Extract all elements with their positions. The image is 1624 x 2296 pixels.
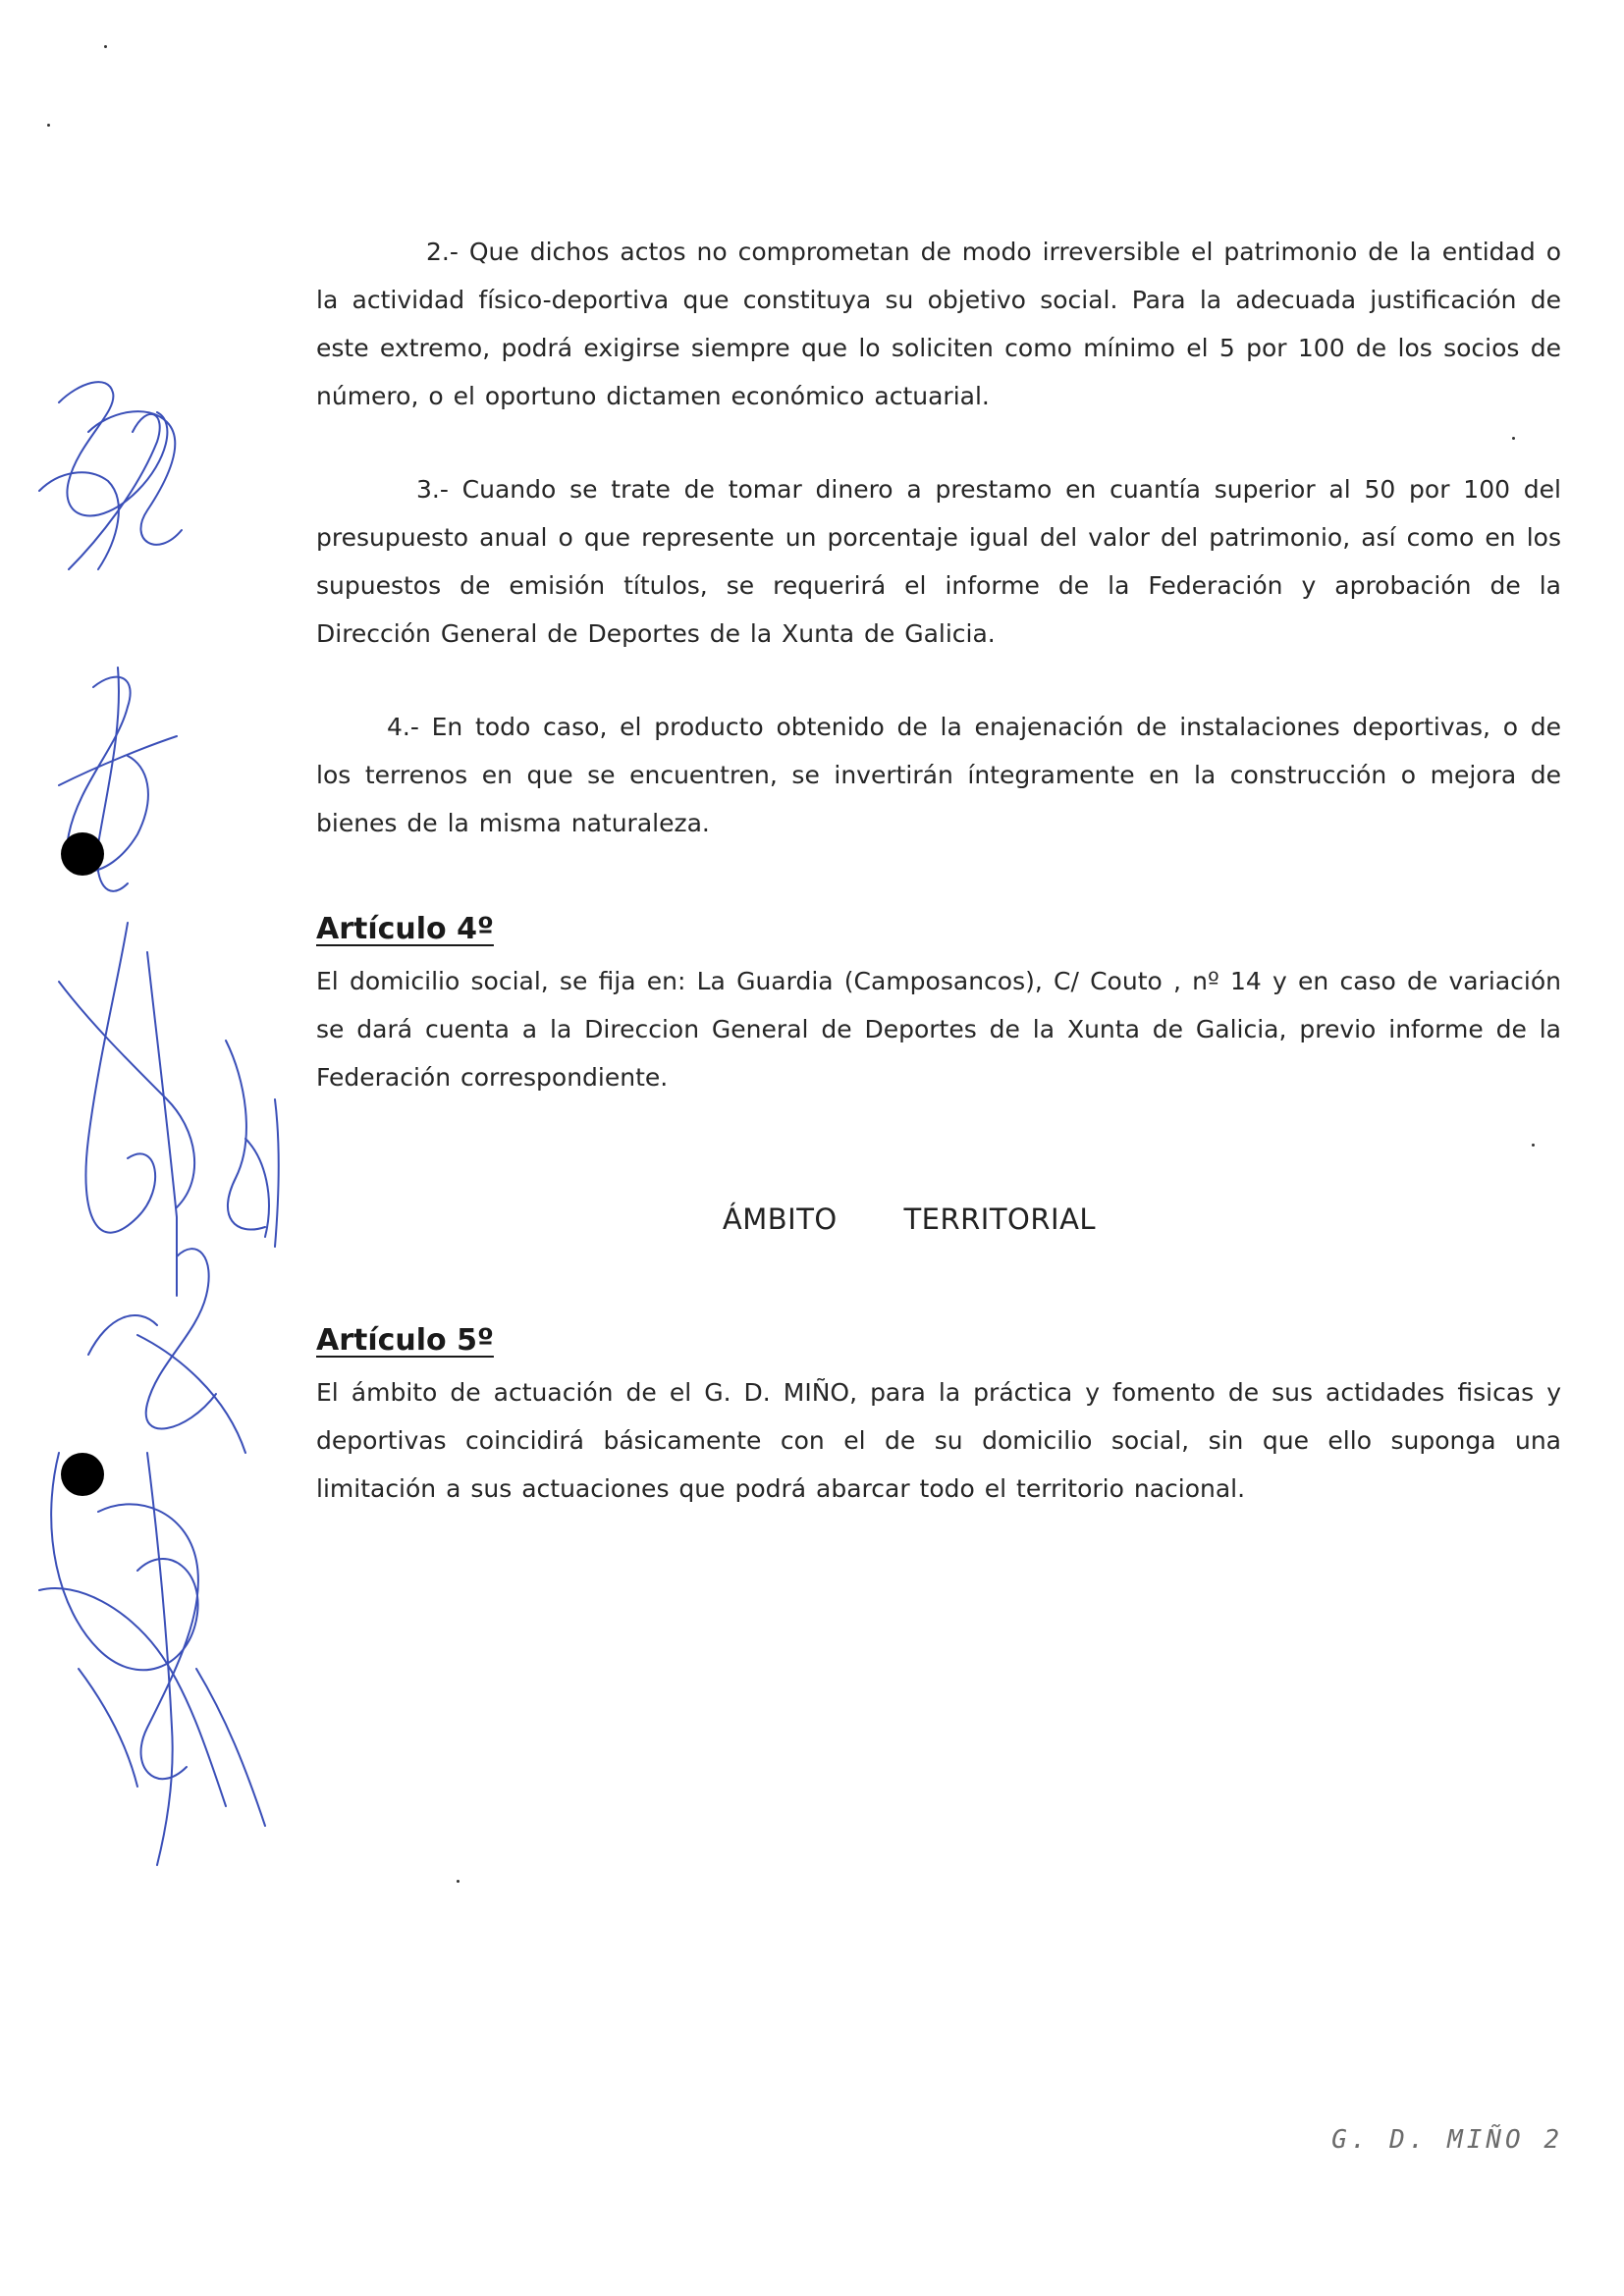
document-body [316,228,1561,1513]
handwritten-signatures-image [0,373,314,1904]
paragraph-3: 3.- Cuando se trate de tomar dinero a prestamo en cuantía superior al 50 por 100 del presupuesto anual o que represente un porcentaje igual del valor del patrimonio, así como en los supuestos de emisión títulos, se requerirá el informe de la Federación y aprobación de la Dirección General de Deportes de la Xunta de Galicia. [316,475,1561,648]
article-5-title: Artículo 5º [316,1323,494,1358]
article-4-title: Artículo 4º [316,912,494,946]
hole-punch-mark [61,832,104,876]
hole-punch-mark [61,1453,104,1496]
section-heading: ÁMBITO TERRITORIAL [722,1202,1097,1236]
paragraph-4: 4.- En todo caso, el producto obtenido de la enajenación de instalaciones deportivas, o de los terrenos en que se encuentren, se invertirán íntegramente en la construcción o mejora de bienes de la misma naturaleza. [316,713,1561,837]
paragraph-2: 2.- Que dichos actos no comprometan de modo irreversible el patrimonio de la entidad o la actividad físico-deportiva que constituya su objetivo social. Para la adecuada justificación de este extremo, podrá exigirse siempre que lo soliciten como mínimo el 5 por 100 de los socios de número, o el oportuno dictamen económico actuarial. [316,238,1561,410]
article-5-text: El ámbito de actuación de el G. D. MIÑO, para la práctica y fomento de sus actidades fisicas y deportivas coincidirá básicamente con el de su domicilio social, sin que ello suponga una limitación a sus actuaciones que podrá abarcar todo el territorio nacional. [316,1378,1561,1503]
article-4-text: El domicilio social, se fija en: La Guardia (Camposancos), C/ Couto , nº 14 y en caso de variación se dará cuenta a la Direccion General de Deportes de la Xunta de Galicia, previo informe de la Federación correspondiente. [316,967,1561,1092]
page-footer: G. D. MIÑO 2 [1331,2125,1563,2155]
margin-signatures [0,373,314,1904]
